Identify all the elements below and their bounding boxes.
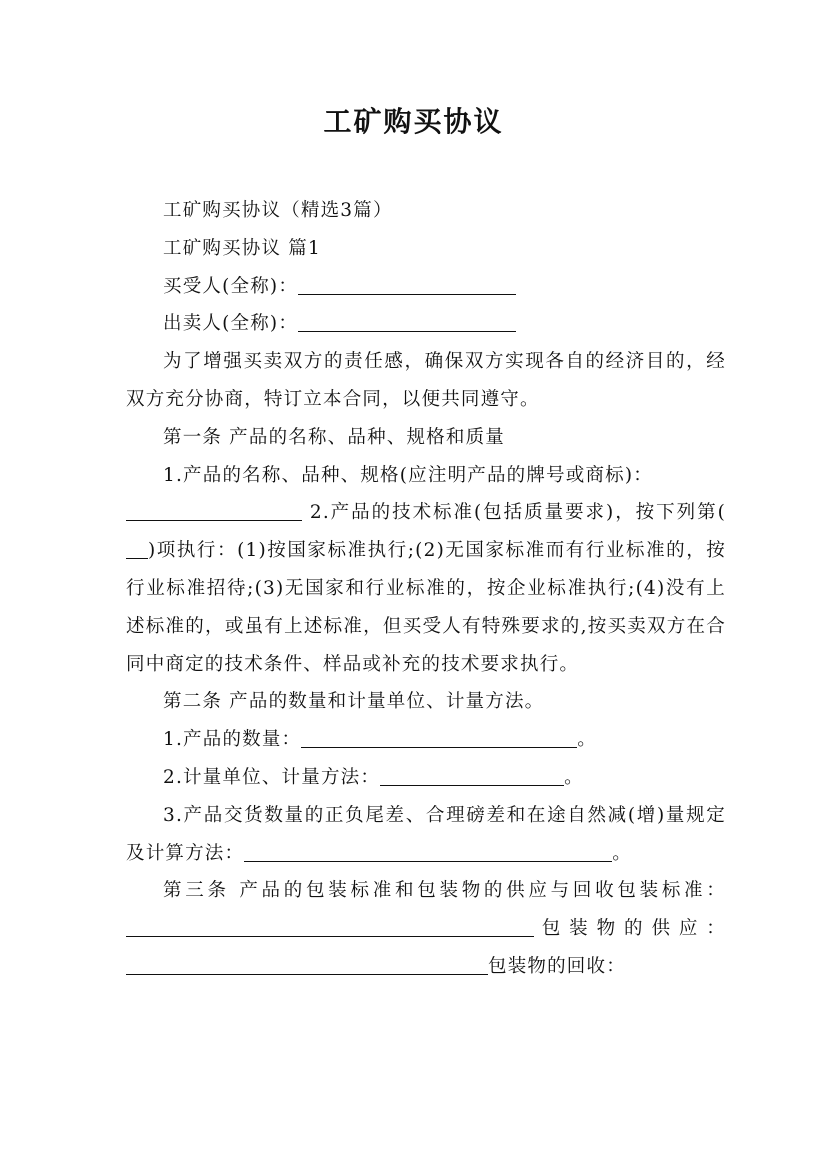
article2-item2-label: 2.计量单位、计量方法：	[163, 766, 381, 788]
period: 。	[577, 729, 597, 751]
article3-paragraph	[126, 872, 726, 985]
quantity-blank[interactable]	[301, 727, 577, 748]
seller-label: 出卖人(全称)：	[163, 313, 299, 335]
article2-item1-label: 1.产品的数量：	[163, 729, 302, 751]
document-title: 工矿购买协议	[323, 105, 504, 138]
buyer-name-blank[interactable]	[298, 274, 516, 295]
part-heading: 工矿购买协议 篇1	[163, 237, 321, 259]
article1-heading: 第一条 产品的名称、品种、规格和质量	[163, 426, 505, 448]
option-number-blank[interactable]	[126, 538, 148, 559]
document-body	[126, 192, 726, 986]
article2-heading: 第二条 产品的数量和计量单位、计量方法。	[163, 691, 545, 713]
period: 。	[564, 766, 584, 788]
period: 。	[612, 842, 632, 864]
article3-text-a: 第三条 产品的包装标准和包装物的供应与回收包装标准：	[163, 880, 726, 902]
article2-item3	[126, 797, 726, 873]
article3-text-c: 包装物的回收：	[488, 955, 626, 977]
subtitle: 工矿购买协议（精选3篇）	[163, 200, 393, 221]
article2-item3-label: 3.产品交货数量的正负尾差、合理磅差和在途自然减(增)量规定及计算方法：	[126, 804, 726, 864]
article1-item2-text-b: )项执行：(1)按国家标准执行;(2)无国家标准而有行业标准的，按行业标准招待;(3)无国家和行业标准的，按企业标准执行;(4)没有上述标准的，或虽有上述标准，但买受人有特殊要求的,按买卖双方在合同中商定的技术条件、样品或补充的技术要求执行。	[126, 540, 726, 675]
article2-item1	[126, 721, 726, 759]
product-spec-blank[interactable]	[126, 500, 302, 521]
article1-item2	[126, 494, 726, 683]
article1-item2-text-a: 2.产品的技术标准(包括质量要求)，按下列第(	[302, 502, 726, 524]
packaging-supply-blank[interactable]	[126, 954, 488, 975]
article1-item1: 1.产品的名称、品种、规格(应注明产品的牌号或商标)：	[163, 464, 653, 486]
purpose-paragraph: 为了增强买卖双方的责任感，确保双方实现各自的经济目的，经双方充分协商，特订立本合同，以便共同遵守。	[126, 351, 726, 410]
seller-line	[126, 305, 726, 343]
seller-name-blank[interactable]	[298, 311, 516, 332]
article3-text-b: 包装物的供应：	[534, 918, 726, 940]
calculation-blank[interactable]	[244, 841, 612, 862]
unit-method-blank[interactable]	[380, 765, 564, 786]
article2-item2	[126, 759, 726, 797]
packaging-standard-blank[interactable]	[126, 916, 534, 937]
buyer-label: 买受人(全称)：	[163, 275, 299, 297]
buyer-line	[126, 268, 726, 306]
